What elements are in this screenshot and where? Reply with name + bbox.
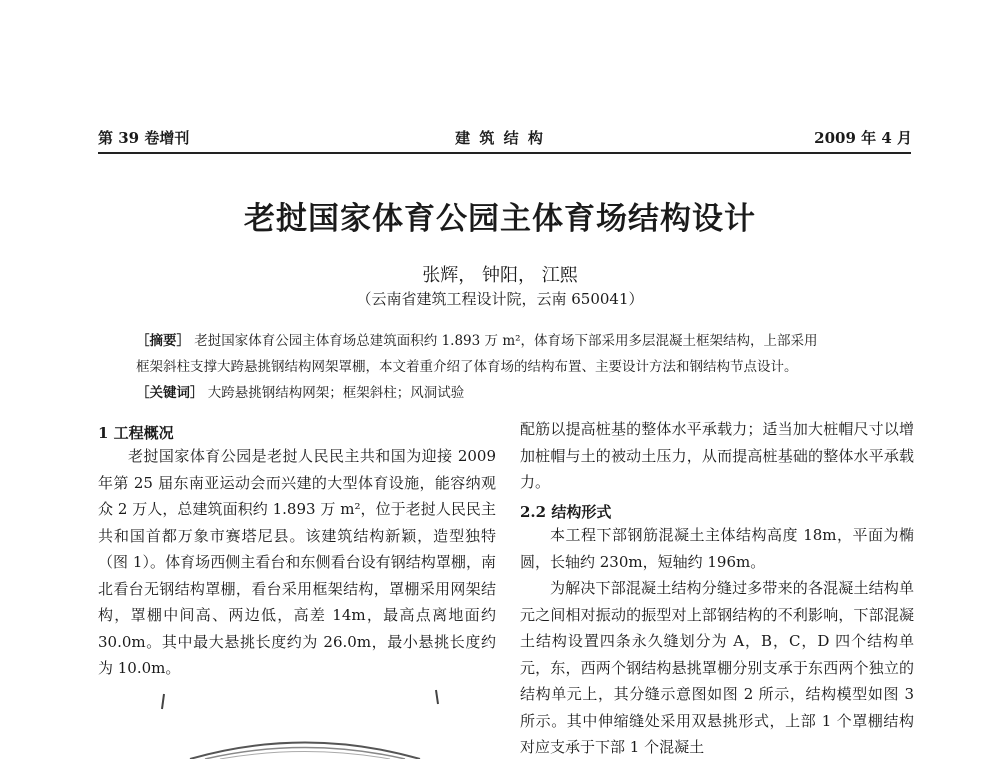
abstract-line-1 xyxy=(136,329,818,349)
journal-volume: 第 39 卷增刊 xyxy=(98,129,190,147)
authors: 张辉， 钟阳， 江熙 xyxy=(422,265,578,286)
abstract-text-1: 老挝国家体育公园主体育场总建筑面积约 1.893 万 m²，体育场下部采用多层混凝土框架结构，上部采用 xyxy=(194,333,818,349)
continued-paragraph: 配筋以提高桩基的整体水平承载力；适当加大桩帽尺寸以增加桩帽与土的被动土压力，从而提高桩基础的整体水平承载力。 xyxy=(520,420,914,491)
section-1-paragraph: 老挝国家体育公园是老挝人民民主共和国为迎接 2009 年第 25 届东南亚运动会而兴建的大型体育设施，能容纳观众 2 万人，总建筑面积约 1.893 万 m²，位于老挝人民民主共和国首都万象市赛塔尼县。该建筑结构新颖，造型独特（图 1）。体育场西侧主看台和东侧看台设有钢结构罩棚，南北看台无钢结构罩棚，看台采用框架结构，罩棚采用网架结构，罩棚中间高、两边低，高差 14m，最高点离地面约 30.0m。其中最大悬挑长度约为 26.0m，最小悬挑长度约为 10.0m。 xyxy=(98,447,496,677)
section-2-2-heading: 2.2 结构形式 xyxy=(520,503,612,521)
keywords-label: ［关键词］ xyxy=(136,385,204,401)
affiliation: （云南省建筑工程设计院，云南 650041） xyxy=(356,290,644,308)
keywords-line xyxy=(136,381,464,401)
journal-date: 2009 年 4 月 xyxy=(814,129,912,147)
header-rule xyxy=(98,152,911,154)
section-2-2-paragraph-1: 本工程下部钢筋混凝土主体结构高度 18m，平面为椭圆，长轴约 230m，短轴约 196m。 xyxy=(520,526,914,571)
stadium-figure xyxy=(120,684,490,759)
section-2-2-paragraph-2: 为解决下部混凝土结构分缝过多带来的各混凝土结构单元之间相对振动的振型对上部钢结构的不利影响，下部混凝土结构设置四条永久缝划分为 A，B，C，D 四个结构单元，东，西两个钢结构悬挑罩棚分别支承于东西两个独立的结构单元上，其分缝示意图如图 2 所示，结构模型如图 3 所示。其中伸缩缝处采用双悬挑形式，上部 1 个罩棚结构对应支承于下部 1 个混凝土 xyxy=(520,579,914,756)
keywords-text: 大跨悬挑钢结构网架；框架斜柱；风洞试验 xyxy=(207,385,465,401)
paper-title: 老挝国家体育公园主体育场结构设计 xyxy=(244,201,756,237)
section-1-heading: 1 工程概况 xyxy=(98,424,174,442)
abstract-text-2: 框架斜柱支撑大跨悬挑钢结构网架罩棚，本文着重介绍了体育场的结构布置、主要设计方法和钢结构节点设计。 xyxy=(136,359,798,375)
abstract-label: ［摘要］ xyxy=(136,333,190,349)
journal-name: 建 筑 结 构 xyxy=(455,129,545,147)
